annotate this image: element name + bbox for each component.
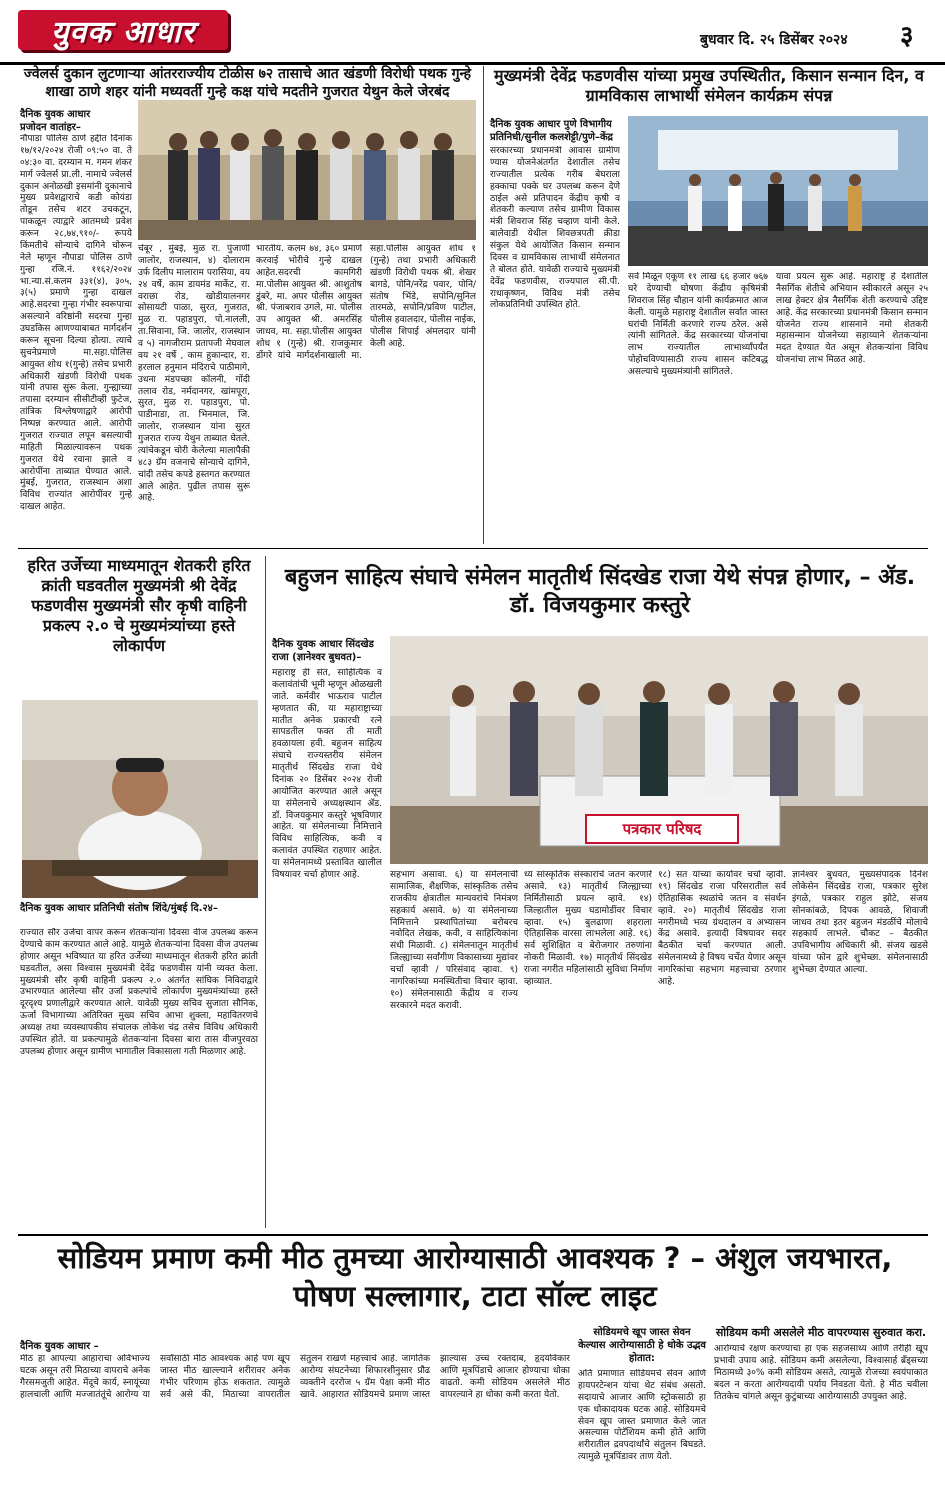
story5-sub2 (714, 1326, 928, 1496)
story5-body: मीठ हा आपल्या आहाराचा अविभाज्य घटक असून तरी मिठाच्या वापराचे अनेक गैरसमजुती आहेत. मेंदूचे कार्य, स्नायूंच्या हालचाली आणि मज्जातंतूंचे आरोग्य या सर्वांसाठी मीठ आवश्यक आहे पण खूप जास्त मीठ खाल्ल्याने शरीरावर अनेक गंभीर परिणाम होऊ शकतात. त्यामुळे सर्व असे की, मिठाच्या वापरातील संतुलन राखणे महत्त्वाचे आहे. जागतिक आरोग्य संघटनेच्या शिफारशीनुसार प्रौढ व्यक्तीने दररोज ५ ग्रॅम पेक्षा कमी मीठ खावे. आहारात सोडियमचे प्रमाण जास्त झाल्यास उच्च रक्तदाब, हृदयविकार आणि मूत्रपिंडाचे आजार होण्याचा धोका वाढतो. कमी सोडियम असलेले मीठ वापरल्याने हा धोका कमी करता येतो. (20, 1354, 570, 1400)
story5-sub1-title: सोडियमचे खूप जास्त सेवन केल्यास आरोग्यासाठी हे धोके उद्भव होतात: (578, 1327, 706, 1364)
story1-headline: ज्वेलर्स दुकान लुटणाऱ्या आंतरराज्यीय टोळीस ७२ तासाचे आत खंडणी विरोधी पथक गुन्हे शाखा ठाणे शहर यांनी मध्यवर्ती गुन्हे कक्ष यांचे मदतीने गुजरात येथुन केले जेरबंद (23, 66, 472, 100)
story1-photo-arrested-gang (138, 100, 476, 240)
story2-body-right: सर्व मिळून एकूण ११ लाख ६६ हजार ७६७ घरे देण्याची घोषणा केंद्रीय कृषिमंत्री शिवराज सिंह चौहान यांनी कार्यक्रमात आज केली. यामुळे महाराष्ट्र देशातील सर्वात जास्त घरांची निर्मिती करणारे राज्य ठरेल. असे त्यांनी सांगितले. केंद्र सरकारच्या योजनांचा लाभ राज्यातील लाभार्थ्यांपर्यंत पोहोचविण्यासाठी राज्य शासन कटिबद्ध असल्याचे मुख्यमंत्र्यांनी सांगितले. (628, 272, 768, 377)
story2-body-left: सरकारच्या प्रधानमंत्री आवास ग्रामीण ण्यास योजनेअंतर्गत देशातील तसेच राज्यातील प्रत्येक गरीब बेघराला हक्काचा पक्के घर उपलब्ध करून देणे ठाईल असे प्रतिपादन केंद्रीय कृषी व शेतकरी कल्याण तसेच ग्रामीण विकास मंत्री शिवराज सिंह चव्हाण यांनी केले. बालेवाडी येथील शिवछत्रपती क्रीडा संकुल येथे आयोजित किसान सन्मान दिवस व ग्रामविकास लाभार्थी संमेलनात ते बोलत होते. यावेळी राज्याचे मुख्यमंत्री देवेंद्र फडणवीस, राज्यपाल सी.पी. राधाकृष्णन, विविध मंत्री तसेच लोकप्रतिनिधी उपस्थित होते. (490, 146, 620, 311)
story4-col2: ध्य सांस्कृतिक संस्कारांचे जतन करणारे असावे. १३) मातृतीर्थ जिल्ह्याच्या निर्मितीसाठी प्रयत्न व्हावे. १४) जिल्हातील मुख्य घडामोडींवर विचार व्हावा. १५) बुलढाणा शहराला ऐतिहासिक वारसा लाभलेला आहे. १६) सर्व सुशिक्षित व बेरोजगार तरुणांना नोकरी मिळावी. १७) मातृतीर्थ सिंदखेड राजा नगरीत महिलांसाठी सुविधा निर्माण व्हाव्यात. (524, 870, 652, 987)
newspaper-logo: युवक आधार (18, 10, 228, 50)
page-number: ३ (900, 21, 914, 51)
story1-body-right: भारतीय. कलम ७४, ३६० प्रमाणे करवाई भोरीचे गुन्हे दाखल आहेत.सदरची कामगिरी मा.पोलीस आयुक्त श्री. आशुतोष डुंबरे, मा. अपर पोलीस आयुक्त श्री. पंजाबराव उगले, मा. पोलीस उप आयुक्त श्री. अमरसिंह जाधव, मा. सहा.पोलीस आयुक्त शोध १ (गुन्हे) श्री. राजकुमार डोंगरे यांचे मार्गदर्शनाखाली मा. सहा.पोलीस आयुक्त शोध १ (गुन्हे) तथा प्रभारी अधिकारी खंडणी विरोधी पथक श्री. शेखर बागडे, पोनि/नरेंद्र पवार, पोनि/संतोष भिंडे, सपोनि/सुनिल तारमळे, सपोनि/प्रविण पाटील, पोलीस हवालदार, पोलीस नाईक, पोलीस शिपाई अंमलदार यांनी केली आहे. (256, 244, 476, 361)
story2-photo-kisan-samman-stage (628, 116, 928, 266)
story1-byline: दैनिक युवक आधार प्रजोदन वातांहर– (20, 109, 91, 133)
story5-sub1 (578, 1326, 706, 1496)
story2-byline: दैनिक युवक आधार पुणे विभागीय प्रतिनिधी/सुनील कलशेट्टी/पुणे–केंद्र (490, 119, 613, 143)
story2-body-far: यावा प्रयत्न सुरू आहे. महाराष्ट्र हे देशातील नैसर्गिक शेतीचे अभियान स्वीकारले असून २५ लाख हेक्टर क्षेत्र नैसर्गिक शेती करण्याचे उद्दिष्ट आहे. केंद्र सरकारच्या प्रधानमंत्री किसान सन्मान योजनेत राज्य शासनाने नमो शेतकरी महासन्मान योजनेच्या सहाय्याने शेतकऱ्यांना मदत देण्यात येत असून शेतकऱ्यांना विविध योजनांचा लाभ मिळत आहे. (776, 272, 928, 366)
story5-sub1-body: अति प्रमाणात सोडियमचे सेवन आणि हायपरटेन्शन यांचा थेट संबंध असतो. सदायाचे आजार आणि स्ट्रोकसाठी हा एक धोकादायक घटक आहे. सोडियमचे सेवन खूप जास्त प्रमाणात केले जात असल्यास पोटॅशियम कमी होते आणि शरीरातील द्रवपदार्थांचे संतुलन बिघडते. त्यामुळे मूत्रपिंडावर ताण येतो. (578, 1369, 706, 1463)
story5-byline: दैनिक युवक आधार – (20, 1341, 99, 1352)
issue-date: बुधवार दि. २५ डिसेंबर २०२४ (700, 32, 848, 48)
story2-headline: मुख्यमंत्री देवेंद्र फडणवीस यांच्या प्रमुख उपस्थितीत, किसान सन्मान दिन, व ग्रामविकास लाभार्थी संमेलन कार्यक्रम संपन्न (494, 66, 924, 105)
story3-body: राज्यात सौर उर्जेचा वापर करून शेतकऱ्यांना दिवसा वीज उपलब्ध करून देण्याचे काम करण्यात आले आहे. यामुळे शेतकऱ्यांना दिवसा वीज उपलब्ध होणार असून भविष्यात या हरित उर्जेच्या माध्यमातून शेतकरी हरित क्रांती घडवतील, असा विश्वास मुख्यमंत्री देवेंद्र फडणवीस यांनी व्यक्त केला. मुख्यमंत्री सौर कृषी वाहिनी प्रकल्प २.० अंतर्गत सांघिक निविदाद्वारे उभारण्यात आलेल्या सौर उर्जा प्रकल्पांचे लोकार्पण मुख्यमंत्र्यांच्या हस्ते दूरदृश्य प्रणालीद्वारे करण्यात आले. यावेळी मुख्य सचिव सुजाता सौनिक, ऊर्जा विभागाच्या अतिरिक्त मुख्य सचिव आभा शुक्ला, महावितरणचे अध्यक्ष तथा व्यवस्थापकीय संचालक लोकेश चंद्र तसेच विविध अधिकारी उपस्थित होते. या प्रकल्पामुळे शेतकऱ्यांना दिवसा बारा तास वीजपुरवठा उपलब्ध होणार असून ग्रामीण भागातील विकासाला गती मिळणार आहे. (20, 928, 258, 1057)
story4-body-intro: महाराष्ट्र ही संत, साहित्यिक व कलावंतांची भूमी म्हणून ओळखली जाते. कर्मवीर भाऊराव पाटील म्हणतात की, या महाराष्ट्राच्या मातीत अनेक प्रकारची रत्ने सापडतील फक्त ती माती हवळायला हवी. बहुजन साहित्य संघाचे राज्यस्तरीय संमेलन मातृतीर्थ सिंदखेड राजा येथे दिनांक २० डिसेंबर २०२४ रोजी आयोजित करण्यात आले असून या संमेलनाचे अध्यक्षस्थान ॲड. डॉ. विजयकुमार कस्तुरे भूषविणार आहेत. या संमेलनाच्या निमित्ताने विविध साहित्यिक, कवी व कलावंत उपस्थित राहणार आहेत. या संमेलनामध्ये प्रस्तावित खालील विषयावर चर्चा होणार आहे. (272, 668, 382, 880)
story4-photo-press-conference (390, 636, 928, 864)
story1-body-mid: चेंबूर , मुंबई, मुळ रा. पुंजाणी जालोर, राजस्थान, ४) दोलाराम उर्फ दिलीप मालाराम परासिया, वय २४ वर्षे, काम डायमंड मार्केट, रा. वराछा रोड, खोडीयालनगर सोसायटी पाळा, सुरत, गुजरात, मुळ रा. पहाडपुरा, पो.नालली, ता.सिवाना, जि. जालोर, राजस्थान व ५) नागजीराम प्रतापजी मेघवाल वय २१ वर्षे , काम हुकान्दार, रा. हरलाल हनुमान मंदिराचे पाठीमागे, उधना मंडपच्छा कॉलनी, गोंदी तलाव रोड, नर्मदानगर, खांमपूरा, सुरत, मुळ रा. पहाडपुरा, पो. पाडीनाडा, ता. भिनमाल, जि. जालोर, राजस्थान यांना सुरत गुजरात राज्य येथुन ताब्यात घेतले. त्यांचेकडून चोरी केलेल्या मालापैकी ४८३ ग्रॅम वजनाचे सोन्याचे दागिने, चांदी तसेच कपडे हस्तगत करण्यात आले आहेत. पुढील तपास सुरू आहे. (138, 244, 250, 504)
story4-byline: दैनिक युवक आधार सिंदखेड राजा (ज्ञानेश्वर बुधवत)– (272, 639, 374, 663)
story4-col4: ज्ञानेश्वर बुधवत, मुख्यसंपादक दिनेश लोकेसेन सिंदखेड राजा, पत्रकार सुरेश इंगळे, पत्रकार राहुल झोटे, संजय सोनकांबळे, दिपक आवळे, शिवाजी जाधव तथा इतर बहुजन मंडळींचे मोलाचे सहकार्य लाभले. चौकट – बैठकीत उपविभागीय अधिकारी श्री. संजय खडसे यांच्या फोन द्वारे शुभेच्छा. संमेलनासाठी शुभेच्छा देण्यात आल्या. (792, 870, 928, 975)
press-conference-banner: पत्रकार परिषद (585, 814, 739, 844)
story3-byline: दैनिक युवक आधार प्रतिनिधी संतोष शिंदे/मुंबई दि.२४– (20, 903, 218, 914)
story3-photo-chief-minister (22, 700, 258, 898)
story4-col1: सहभाग असावा. ६) या संमेलनाची सामाजिक, शैक्षणिक, सांस्कृतिक तसेच राजकीय क्षेत्रातील मान्यवरांचे निमंत्रण सहकार्य असावे. ७) या संमेलनाच्या निमित्ताने प्रस्थापितांच्या बरोबरच नवोदित लेखक, कवी, व साहित्यिकांना संधी मिळावी. ८) संमेलनातून मातृतीर्थ जिल्ह्याच्या सर्वांगीण विकासाच्या मुद्यांवर चर्चा व्हावी / परिसंवाद व्हावा. ९) नागरिकांच्या मनस्थितीचा विचार व्हावा. १०) संमेलनासाठी केंद्रीय व राज्य सरकारने मदत करावी. (390, 870, 518, 1011)
story5-sub2-body: आरोग्याचे रक्षण करण्याचा हा एक सहजसाध्य आणि तरीही खूप प्रभावी उपाय आहे. सोडियम कमी असलेल्या, विश्वासार्ह ब्रँड्सच्या मिठामध्ये ३०% कमी सोडियम असते, त्यामुळे रोजच्या स्वयंपाकात बदल न करता आरोग्यदायी पर्याय निवडता येतो. हे मीठ चवीला तितकेच चांगले असून कुटुंबाच्या आरोग्यासाठी उपयुक्त आहे. (714, 1344, 928, 1402)
story4-col3: १८) सत यांच्या कार्यावर चर्चा व्हावी. १९) सिंदखेड राजा परिसरातील सर्व ऐतिहासिक स्थळांचे जतन व संवर्धन व्हावे. २०) मातृतीर्थ सिंदखेड राजा नगरीमध्ये भव्य ग्रंथदालन व अभ्यासन केंद्र असावे. इत्यादी विषयावर सदर बैठकीत चर्चा करण्यात आली. संमेलनामध्ये हे विषय चर्चेत येणार असून नागरिकांचा सहभाग महत्त्वाचा ठरणार आहे. (658, 870, 786, 987)
story3-headline: हरित उर्जेच्या माध्यमातून शेतकरी हरित क्रांती घडवतील मुख्यमंत्री श्री देवेंद्र फडणवीस मुख्यमंत्री सौर कृषी वाहिनी प्रकल्प २.० चे मुख्यमंत्र्यांच्या हस्ते लोकार्पण (27, 556, 251, 655)
story4-headline: बहुजन साहित्य संघाचे संमेलन मातृतीर्थ सिंदखेड राजा येथे संपन्न होणार, – ॲड. डॉ. विजयकुमार कस्तुरे (284, 565, 916, 618)
story1-body-left: नौपाडा पोलिस ठाणे हद्दीत दिनांक १७/१२/२०२४ रोजी ०९:५० वा. ते ०४:३० वा. दरम्यान म. गमन शंकर मार्ग ज्वेलर्स प्रा.ली. नामाचे ज्वेलर्स दुकान अनोळखी इसमांनी दुकानाचे मुख्य प्रवेशद्वाराचे कडी कोयंडा तोडून तसेच शटर उचकटून, पाकळून त्याद्वारे आतमध्ये प्रवेश करून २८,७४,९१०/- रूपये किंमतीचे सोन्याचे दागिने चोरून नेले म्हणून नौपाडा पोलिस ठाणे गुन्हा रजि.नं. ११६२/२०२४ भा.न्या.सं.कलम ३३१(४), ३०५, ३(५) प्रमाणे गुन्हा दाखल आहे.सदरचा गुन्हा गंभीर स्वरूपाचा असल्याने वरिष्ठांनी सदरचा गुन्हा उघडकिस आणण्याबाबत मार्गदर्शन करून सूचना दिल्या होत्या. त्याचे सुचनेप्रमाणे मा.सहा.पोलिस आयुक्त शोध १(गुन्हे) तसेच प्रभारी अधिकारी खंडणी विरोधी पथक यांनी तपास सुरू केला. गुन्ह्याच्या तपासा दरम्यान सीसीटीव्ही फुटेज, तांत्रिक विश्लेषणाद्वारे आरोपी निष्पन्न करण्यात आले. आरोपी गुजरात राज्यात लपून बसल्याची माहिती मिळाल्यावरून पथक गुजरात येथे रवाना झाले व आरोपींना ताब्यात घेण्यात आले. मुंबई, गुजरात, राजस्थान अशा विविध राज्यांत आरोपींवर गुन्हे दाखल आहेत. (20, 134, 132, 513)
story5-headline: सोडियम प्रमाण कमी मीठ तुमच्या आरोग्यासाठी आवश्यक ? – अंशुल जयभारत, पोषण सल्लागार, टाटा सॉल्ट लाइट (57, 1241, 893, 1313)
story5-sub2-title: सोडियम कमी असलेले मीठ वापरण्यास सुरुवात करा. (715, 1326, 927, 1339)
masthead (0, 0, 945, 65)
